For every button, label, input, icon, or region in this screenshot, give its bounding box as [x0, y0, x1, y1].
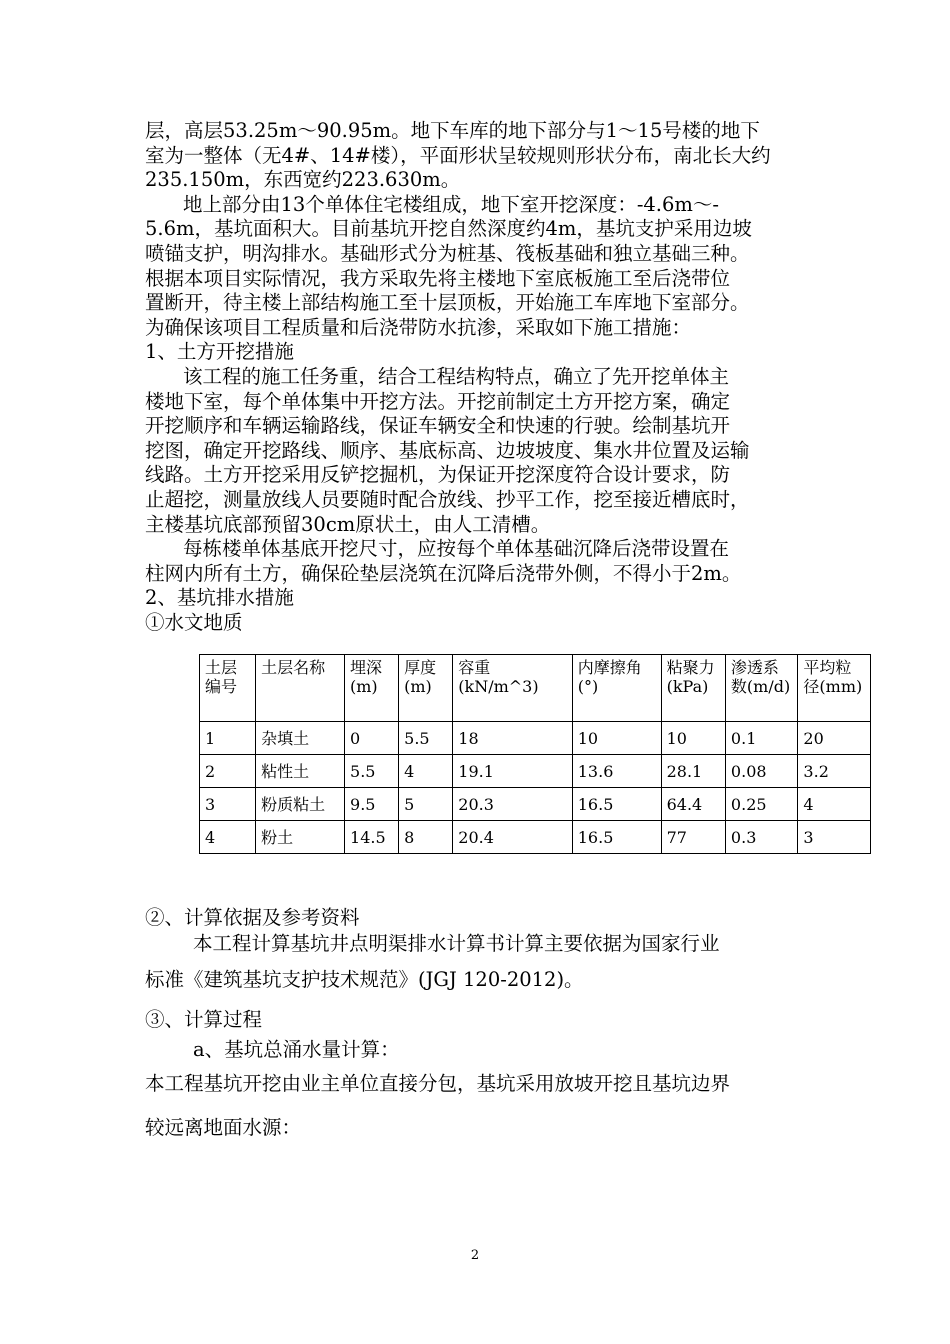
- table-cell: 19.1: [453, 755, 572, 788]
- table-cell: 28.1: [661, 755, 725, 788]
- subsection-heading: ②、计算依据及参考资料: [145, 906, 360, 929]
- table-header-cell: 厚度(m): [399, 655, 453, 722]
- paragraph-line: 止超挖，测量放线人员要随时配合放线、抄平工作，挖至接近槽底时，: [145, 487, 750, 511]
- table-cell: 5.5: [345, 755, 399, 788]
- table-header-cell: 渗透系数(m/d): [725, 655, 798, 722]
- subsection-heading: ①水文地质: [145, 610, 243, 634]
- table-cell: 20: [798, 722, 871, 755]
- paragraph-line: 较远离地面水源：: [145, 1116, 302, 1139]
- table-header-cell: 平均粒径(mm): [798, 655, 871, 722]
- table-cell: 10: [572, 722, 661, 755]
- table-header-cell: 埋深(m): [345, 655, 399, 722]
- table-row: [200, 722, 871, 755]
- paragraph-line: 235.150m，东西宽约223.630m。: [145, 168, 461, 192]
- paragraph-line: 主楼基坑底部预留30cm原状土，由人工清槽。: [145, 512, 551, 536]
- table-cell: 4: [200, 821, 256, 854]
- paragraph-line: 本工程计算基坑井点明渠排水计算书计算主要依据为国家行业: [193, 932, 720, 955]
- table-row: [200, 788, 871, 821]
- table-header-cell: 土层编号: [200, 655, 256, 722]
- paragraph-line: 根据本项目实际情况，我方采取先将主楼地下室底板施工至后浇带位: [145, 266, 731, 290]
- table-header-cell: 粘聚力(kPa): [661, 655, 725, 722]
- table-cell: 20.4: [453, 821, 572, 854]
- paragraph-line: 柱网内所有土方，确保砼垫层浇筑在沉降后浇带外侧，不得小于2m。: [145, 561, 742, 585]
- table-header-cell: 容重(kN/m^3): [453, 655, 572, 722]
- table-cell: 0.08: [725, 755, 798, 788]
- paragraph-line: 层，高层53.25m～90.95m。地下车库的地下部分与1～15号楼的地下: [145, 119, 760, 142]
- paragraph-line: a、基坑总涌水量计算：: [193, 1038, 400, 1061]
- calculation-section: [145, 906, 835, 1150]
- paragraph-line: 线路。土方开挖采用反铲挖掘机，为保证开挖深度符合设计要求，防: [145, 463, 731, 487]
- paragraph-line: 5.6m，基坑面积大。目前基坑开挖自然深度约4m，基坑支护采用边坡: [145, 217, 752, 241]
- table-cell: 18: [453, 722, 572, 755]
- table-cell: 9.5: [345, 788, 399, 821]
- table-row: [200, 821, 871, 854]
- table-cell: 4: [399, 755, 453, 788]
- section-heading: 2、基坑排水措施: [145, 586, 294, 610]
- paragraph-line: 挖图，确定开挖路线、顺序、基底标高、边坡坡度、集水井位置及运输: [145, 438, 750, 462]
- table-row: [200, 755, 871, 788]
- table-cell: 0.3: [725, 821, 798, 854]
- subsection-heading: ③、计算过程: [145, 1008, 263, 1031]
- table-cell: 64.4: [661, 788, 725, 821]
- page-number: 2: [470, 1248, 480, 1263]
- paragraph-line: 该工程的施工任务重，结合工程结构特点，确立了先开挖单体主: [183, 364, 730, 388]
- table-cell: 10: [661, 722, 725, 755]
- table-cell: 2: [200, 755, 256, 788]
- table-cell: 3.2: [798, 755, 871, 788]
- table-cell: 1: [200, 722, 256, 755]
- paragraph-line: 为确保该项目工程质量和后浇带防水抗渗，采取如下施工措施：: [145, 315, 692, 339]
- table-cell: 粉质粘土: [256, 788, 345, 821]
- table-header-cell: 内摩擦角(°): [572, 655, 661, 722]
- paragraph-line: 本工程基坑开挖由业主单位直接分包，基坑采用放坡开挖且基坑边界: [145, 1072, 731, 1095]
- table-cell: 13.6: [572, 755, 661, 788]
- paragraph-line: 标准《建筑基坑支护技术规范》(JGJ 120-2012)。: [145, 968, 584, 991]
- table-cell: 77: [661, 821, 725, 854]
- paragraph-line: 置断开，待主楼上部结构施工至十层顶板，开始施工车库地下室部分。: [145, 291, 750, 315]
- table-cell: 14.5: [345, 821, 399, 854]
- table-cell: 5: [399, 788, 453, 821]
- paragraph-line: 每栋楼单体基底开挖尺寸，应按每个单体基础沉降后浇带设置在: [183, 537, 730, 561]
- paragraph-line: 地上部分由13个单体住宅楼组成，地下室开挖深度：-4.6m～-: [183, 192, 719, 216]
- soil-properties-table: [199, 654, 871, 854]
- paragraph-line: 楼地下室，每个单体集中开挖方法。开挖前制定土方开挖方案，确定: [145, 389, 731, 413]
- table-cell: 5.5: [399, 722, 453, 755]
- table-cell: 粉土: [256, 821, 345, 854]
- table-cell: 杂填土: [256, 722, 345, 755]
- table-cell: 4: [798, 788, 871, 821]
- table-cell: 16.5: [572, 821, 661, 854]
- table-header-row: [200, 655, 871, 722]
- table-cell: 20.3: [453, 788, 572, 821]
- table-cell: 3: [200, 788, 256, 821]
- table-cell: 3: [798, 821, 871, 854]
- table-cell: 粘性土: [256, 755, 345, 788]
- paragraph-line: 开挖顺序和车辆运输路线，保证车辆安全和快速的行驶。绘制基坑开: [145, 414, 731, 438]
- table-cell: 0.25: [725, 788, 798, 821]
- table-cell: 0.1: [725, 722, 798, 755]
- table-cell: 16.5: [572, 788, 661, 821]
- paragraph-line: 喷锚支护，明沟排水。基础形式分为桩基、筏板基础和独立基础三种。: [145, 241, 750, 265]
- paragraph-line: 室为一整体（无4#、14#楼），平面形状呈较规则形状分布，南北长大约: [145, 143, 771, 167]
- table-header-cell: 土层名称: [256, 655, 345, 722]
- table-cell: 0: [345, 722, 399, 755]
- section-heading: 1、土方开挖措施: [145, 340, 294, 364]
- body-text: [145, 119, 835, 635]
- table-cell: 8: [399, 821, 453, 854]
